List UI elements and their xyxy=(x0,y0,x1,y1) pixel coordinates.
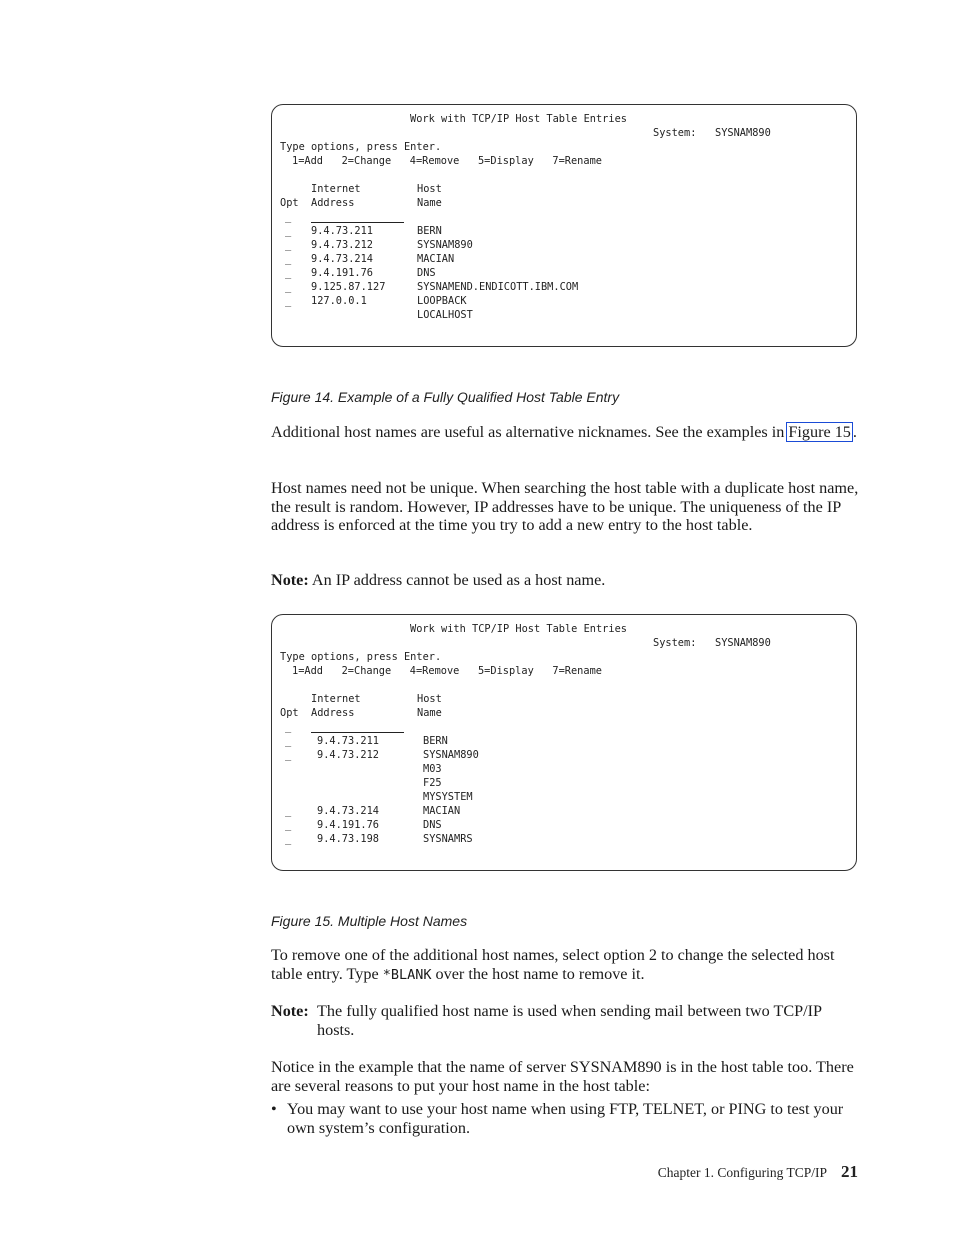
system-label: System: xyxy=(653,637,697,649)
host-name-cell: F25 xyxy=(423,777,442,789)
figure-15-link[interactable]: Figure 15 xyxy=(788,423,851,441)
host-name-cell: SYSNAM890 xyxy=(417,239,473,251)
paragraph-additional-names xyxy=(271,423,861,442)
paragraph-server-name: Notice in the example that the name of server SYSNAM890 is in the host table too. There are several reasons to put your host name in the host table: xyxy=(271,1058,854,1095)
col-address-header: Internet xyxy=(311,693,361,705)
host-name-cell: DNS xyxy=(417,267,436,279)
screen-title: Work with TCP/IP Host Table Entries xyxy=(410,623,627,635)
option-field[interactable]: _ xyxy=(285,735,292,747)
host-name-cell: DNS xyxy=(423,819,442,831)
col-opt-header: Opt xyxy=(280,707,299,719)
internet-address-cell: 9.4.191.76 xyxy=(311,267,373,279)
paragraph-text: over the host name to remove it. xyxy=(431,964,645,983)
internet-address-cell: 9.4.73.214 xyxy=(317,805,379,817)
note-label: Note: xyxy=(271,571,309,589)
option-field[interactable]: _ xyxy=(285,281,292,293)
entry-input-line[interactable] xyxy=(311,222,404,223)
system-value: SYSNAM890 xyxy=(715,637,771,649)
internet-address-cell: 9.125.87.127 xyxy=(311,281,386,293)
col-name-header: Name xyxy=(417,197,442,209)
bullet-item xyxy=(271,1100,861,1137)
col-opt-header: Opt xyxy=(280,197,299,209)
col-address-header: Address xyxy=(311,707,355,719)
option-field[interactable]: _ xyxy=(285,267,292,279)
screen-options: 1=Add 2=Change 4=Remove 5=Display 7=Rename xyxy=(292,665,602,677)
figure-14-caption: Figure 14. Example of a Fully Qualified Host Table Entry xyxy=(271,389,620,405)
option-field[interactable]: _ xyxy=(285,721,292,733)
host-name-cell: SYSNAMEND.ENDICOTT.IBM.COM xyxy=(417,281,579,293)
col-address-header: Address xyxy=(311,197,355,209)
internet-address-cell: 127.0.0.1 xyxy=(311,295,367,307)
internet-address-cell: 9.4.73.198 xyxy=(317,833,379,845)
host-name-cell: MYSYSTEM xyxy=(423,791,473,803)
paragraph-remove-names xyxy=(271,946,861,984)
internet-address-cell: 9.4.73.211 xyxy=(311,225,373,237)
option-field[interactable]: _ xyxy=(285,819,292,831)
note-fully-qualified xyxy=(271,1002,861,1039)
internet-address-cell: 9.4.191.76 xyxy=(317,819,379,831)
page-number: 21 xyxy=(841,1162,858,1181)
note-text: The fully qualified host name is used when sending mail between two TCP/IP hosts. xyxy=(317,1002,822,1039)
bullet-marker: • xyxy=(271,1100,277,1118)
screen-instructions: Type options, press Enter. xyxy=(280,141,442,153)
entry-input-line[interactable] xyxy=(311,732,404,733)
option-field[interactable]: _ xyxy=(285,253,292,265)
host-name-cell: MACIAN xyxy=(423,805,461,817)
option-field[interactable]: _ xyxy=(285,239,292,251)
host-name-cell: BERN xyxy=(417,225,442,237)
blank-code: *BLANK xyxy=(382,966,432,983)
note-label: Note: xyxy=(271,1002,309,1020)
option-field[interactable]: _ xyxy=(285,295,292,307)
internet-address-cell: 9.4.73.212 xyxy=(311,239,373,251)
screen-title: Work with TCP/IP Host Table Entries xyxy=(410,113,627,125)
paragraph-end: . xyxy=(852,423,857,441)
col-address-header: Internet xyxy=(311,183,361,195)
paragraph-text: To remove one of the additional host names, select option 2 to change the selected host table entry. Type xyxy=(271,946,835,983)
page-footer xyxy=(658,1162,858,1182)
internet-address-cell: 9.4.73.211 xyxy=(317,735,379,747)
screen-options: 1=Add 2=Change 4=Remove 5=Display 7=Rename xyxy=(292,155,602,167)
internet-address-cell: 9.4.73.214 xyxy=(311,253,373,265)
system-label: System: xyxy=(653,127,697,139)
option-field[interactable]: _ xyxy=(285,225,292,237)
option-field[interactable]: _ xyxy=(285,749,292,761)
paragraph-unique-names: Host names need not be unique. When searching the host table with a duplicate host name, the result is random. However, IP addresses have to be unique. The uniqueness of the IP address is enforced at the time you try to add a new entry to the host table. xyxy=(271,479,859,535)
note-text: An IP address cannot be used as a host name. xyxy=(311,571,606,589)
host-name-cell: LOOPBACK xyxy=(417,295,467,307)
screen-instructions: Type options, press Enter. xyxy=(280,651,442,663)
system-value: SYSNAM890 xyxy=(715,127,771,139)
note-ip-address xyxy=(271,571,861,590)
figure-15-caption: Figure 15. Multiple Host Names xyxy=(271,913,468,929)
host-name-cell: SYSNAMRS xyxy=(423,833,473,845)
host-name-cell: SYSNAM890 xyxy=(423,749,479,761)
option-field[interactable]: _ xyxy=(285,805,292,817)
internet-address-cell: 9.4.73.212 xyxy=(317,749,379,761)
host-name-cell: BERN xyxy=(423,735,448,747)
host-name-cell: M03 xyxy=(423,763,442,775)
option-field[interactable]: _ xyxy=(285,211,292,223)
chapter-title: Chapter 1. Configuring TCP/IP xyxy=(657,1165,827,1180)
paragraph-text: Additional host names are useful as alternative nicknames. See the examples in xyxy=(271,423,789,441)
col-name-header: Host xyxy=(417,693,442,705)
host-name-cell: MACIAN xyxy=(417,253,455,265)
col-name-header: Host xyxy=(417,183,442,195)
host-name-cell: LOCALHOST xyxy=(417,309,473,321)
col-name-header: Name xyxy=(417,707,442,719)
bullet-text: You may want to use your host name when using FTP, TELNET, or PING to test your own system’s configuration. xyxy=(287,1100,844,1137)
option-field[interactable]: _ xyxy=(285,833,292,845)
